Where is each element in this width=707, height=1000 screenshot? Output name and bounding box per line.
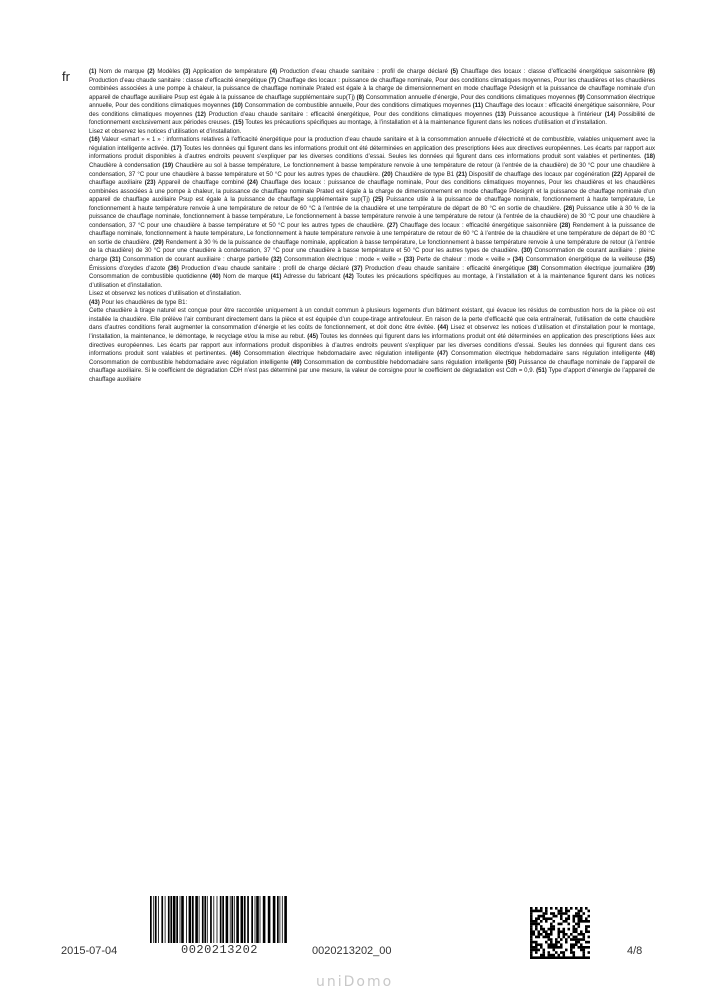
footer-date: 2015-07-04 bbox=[61, 945, 118, 957]
item-number: (33) bbox=[403, 257, 415, 264]
item-number: (7) bbox=[268, 77, 277, 84]
item-number: (46) bbox=[230, 351, 241, 358]
item-number: (42) bbox=[343, 274, 354, 281]
item-number: (51) bbox=[536, 368, 547, 375]
datamatrix-code-icon bbox=[530, 907, 590, 959]
paragraph bbox=[89, 307, 655, 384]
item-text: Pour les chaudières de type B1: bbox=[99, 299, 188, 306]
item-number: (5) bbox=[450, 69, 458, 75]
item-text: Rendement à la puissance de chauffage nominale, fonctionnement à haute température, Le fonctionnement à haute température renvoie à une température de retour de 60 °C à l’entrée de la chaudière et une température de départ de 80 °C en sortie de chaudière. bbox=[89, 222, 656, 246]
item-text: Production d’eau chaude sanitaire : profil de charge déclaré bbox=[178, 265, 352, 272]
item-text: Consommation de courant auxiliaire : pleine charge bbox=[89, 248, 655, 264]
item-number: (10) bbox=[232, 103, 243, 110]
item-number: (50) bbox=[505, 359, 517, 366]
item-number: (17) bbox=[170, 145, 182, 152]
item-text: Production d’eau chaude sanitaire : classe d’efficacité énergétique bbox=[89, 77, 269, 84]
item-text: Consommation annuelle d’énergie, Pour des conditions climatiques moyennes bbox=[364, 94, 578, 101]
item-text: Nom de marque bbox=[220, 274, 271, 281]
item-text: Dispositif de chauffage des locaux par cogénération bbox=[466, 171, 612, 178]
item-number: (4) bbox=[269, 69, 278, 75]
item-number: (20) bbox=[381, 171, 393, 178]
item-number: (3) bbox=[182, 69, 191, 75]
item-text: Cette chaudière à tirage naturel est conçue pour être raccordée uniquement à un conduit commun à plusieurs logements d’un bâtiment existant, qui évacue les résidus de combustion hors de la pièce où est installée la chaudière. Elle prélève l’air comburant directement dans la pièce et est équipée d’un coupe-tirage antirefouleur. En raison de la perte d’efficacité que cela entraînerait, l’utilisation de cette chaudière dans d’autres conditions ferait augmenter la consommation d’énergie et les coûts de fonctionnement, et doit donc être évitée. bbox=[89, 308, 655, 332]
item-number: (22) bbox=[611, 171, 623, 178]
item-number: (2) bbox=[147, 69, 155, 75]
item-number: (16) bbox=[89, 137, 100, 144]
item-number: (29) bbox=[152, 239, 164, 246]
item-number: (12) bbox=[195, 111, 206, 118]
item-text: Production d’eau chaude sanitaire : efficacité énergétique bbox=[362, 265, 528, 272]
item-text: Production d’eau chaude sanitaire : profil de charge déclaré bbox=[277, 69, 451, 75]
paragraph bbox=[89, 68, 655, 128]
item-text: Production d’eau chaude sanitaire : efficacité énergétique, Pour des conditions climatiques moyennes bbox=[205, 111, 496, 118]
item-text: Puissance acoustique à l’intérieur bbox=[505, 111, 605, 118]
item-number: (30) bbox=[521, 248, 533, 255]
item-text: Modèles bbox=[154, 69, 183, 75]
item-text: Consommation électrique hebdomadaire sans régulation intelligente bbox=[447, 351, 645, 358]
item-number: (15) bbox=[232, 120, 244, 127]
item-text: Application de température bbox=[190, 69, 270, 75]
item-text: Appareil de chauffage combiné bbox=[155, 180, 248, 187]
item-number: (13) bbox=[495, 111, 506, 118]
page-number: 4/8 bbox=[627, 945, 643, 957]
item-text: Chauffage des locaux : efficacité énergétique saisonnière, Pour des conditions climatiques moyennes bbox=[89, 103, 655, 118]
item-text: Toutes les données qui figurent dans les informations produit ont été déterminées en application des prescriptions liées aux directives européennes. Les écarts par rapport aux informations produit disponibles à d’autres endroits peuvent s’expliquer par les diverses conditions d’essai. Seules les données qui figurent dans ces informations produit sont valables et pertinentes. bbox=[89, 145, 655, 161]
item-number: (40) bbox=[209, 274, 221, 281]
item-text: Lisez et observez les notices d’utilisation et d’installation. bbox=[89, 128, 242, 135]
item-number: (1) bbox=[89, 69, 97, 75]
item-number: (21) bbox=[456, 171, 467, 178]
item-text: Consommation de combustible quotidienne bbox=[89, 274, 210, 281]
item-text: Chauffage des locaux : puissance de chauffage nominale, Pour des conditions climatiques moyennes, Pour les chaudières et les chaudières combinées associées à une pompe à chaleur, la puissance de chauffage nominale Prated est égale à la charge de dimensionnement en mode chauffage Pdesignh et la puissance de chauffage nominale d’un appareil de chauffage auxiliaire Psup est égale à la puissance de chauffage supplémentaire sup(Tj) bbox=[89, 77, 655, 101]
item-number: (34) bbox=[512, 257, 524, 264]
item-text: Possibilité de fonctionnement exclusivement aux périodes creuses. bbox=[89, 111, 655, 127]
document-reference: 0020213202_00 bbox=[312, 945, 392, 957]
item-text: Chaudière à condensation bbox=[89, 163, 163, 170]
item-text: Consommation de courant auxiliaire : charge partielle bbox=[120, 257, 271, 264]
item-number: (27) bbox=[386, 222, 398, 229]
item-number: (18) bbox=[644, 154, 655, 161]
item-text: Toutes les précautions spécifiques au montage, à l’installation et à la maintenance figurent dans les notices d’utilisation et d’installation. bbox=[89, 274, 655, 289]
item-text: Lisez et observez les notices d’utilisation et d’installation pour le montage, l’installation, la maintenance, le démontage, le recyclage et/ou la mise au rebut. bbox=[89, 325, 655, 340]
item-text: Rendement à 30 % de la puissance de chauffage nominale, application à basse température, Le fonctionnement à basse température renvoie à une température de retour (à l’entrée de la chaudière) de 30 °C pour une chaudière à condensation, 37 °C pour une chaudière à basse température et 50 °C pour les autres types de chaudière. bbox=[89, 239, 655, 255]
item-text: Consommation énergétique de la veilleuse bbox=[523, 257, 645, 264]
item-text: Valeur «smart » « 1 » : informations relatives à l’efficacité énergétique pour la production d’eau chaude sanitaire et à la consommation annuelle d’électricité et de combustible, valables uniquement avec la régulation intelligente activée. bbox=[89, 137, 655, 152]
barcode-icon bbox=[150, 896, 287, 943]
item-number: (14) bbox=[604, 111, 616, 118]
item-text: Consommation de combustible hebdomadaire avec régulation intelligente bbox=[89, 359, 291, 366]
paragraph bbox=[89, 128, 655, 137]
document-body bbox=[89, 68, 655, 384]
item-text: Lisez et observez les notices d’utilisation et d’installation. bbox=[89, 291, 242, 298]
item-text: Chaudière au sol à basse température, Le fonctionnement à basse température renvoie à une température de retour (à l’entrée de la chaudière) de 30 °C pour une chaudière à condensation, 37 °C pour une chaudière à basse température et 50 °C pour les autres types de chaudière. bbox=[89, 163, 655, 178]
item-text: Consommation électrique hebdomadaire avec régulation intelligente bbox=[240, 351, 438, 358]
item-text: Perte de chaleur : mode « veille » bbox=[414, 257, 513, 264]
item-text: Chauffage des locaux : puissance de chauffage nominale, Pour des conditions climatiques moyennes, Pour les chaudières et les chaudières combinées associées à une pompe à chaleur, la puissance de chauffage nominale Prated est égale à la charge de dimensionnement en mode chauffage Pdesignh et la puissance de chauffage nominale d’un appareil de chauffage auxiliaire Psup est égale à la puissance de chauffage supplémentaire sup(Tj) bbox=[89, 180, 655, 204]
item-text: Consommation de combustible hebdomadaire sans régulation intelligente bbox=[301, 359, 506, 366]
item-text: Consommation électrique : mode « veille » bbox=[281, 257, 404, 264]
barcode-number: 0020213202 bbox=[181, 943, 259, 957]
item-text: Puissance utile à la puissance de chauffage nominale, fonctionnement à haute température, Le fonctionnement à haute température renvoie à une température de retour de 60 °C à l’entrée de la chaudière et une température de départ de 80 °C en sortie de chaudière. bbox=[89, 197, 655, 212]
item-number: (31) bbox=[109, 257, 121, 264]
paragraph bbox=[89, 290, 655, 299]
watermark: uniDomo bbox=[316, 974, 394, 990]
item-number: (48) bbox=[644, 351, 655, 358]
item-number: (49) bbox=[290, 359, 302, 366]
item-text: Consommation électrique annuelle, Pour des conditions climatiques moyennes bbox=[89, 94, 656, 110]
item-text: Puissance de chauffage nominale de l’appareil de chauffage auxiliaire. Si le coefficient de dégradation CDH n’est pas déterminé par une mesure, la valeur de consigne pour le coefficient de dégradation est Cdh = 0,9. bbox=[89, 359, 655, 375]
item-text: Toutes les précautions spécifiques au montage, à l’installation et à la maintenance figurent dans les notices d’utilisation et d’installation. bbox=[243, 120, 607, 127]
item-number: (39) bbox=[644, 265, 655, 272]
item-number: (47) bbox=[437, 351, 448, 358]
item-number: (41) bbox=[270, 274, 282, 281]
item-text: Toutes les données qui figurent dans les informations produit ont été déterminées en application des prescriptions liées aux directives européennes. Les écarts par rapport aux informations produit disponibles à d’autres endroits peuvent s’expliquer par les diverses conditions d’essai. Seules les données qui figurent dans ces informations produit sont valables et pertinentes. bbox=[89, 333, 655, 358]
item-number: (24) bbox=[247, 180, 258, 187]
item-text: Appareil de chauffage auxiliaire bbox=[89, 171, 655, 187]
item-text: Type d’apport d’énergie de l’appareil de chauffage auxiliaire bbox=[89, 368, 655, 383]
paragraph bbox=[89, 299, 655, 308]
item-number: (8) bbox=[356, 94, 365, 101]
item-text: Émissions d’oxydes d’azote bbox=[89, 265, 168, 272]
language-code: fr bbox=[62, 69, 70, 84]
item-number: (26) bbox=[563, 205, 575, 212]
item-text: Chauffage des locaux : efficacité énergétique saisonnière bbox=[397, 222, 560, 229]
item-number: (6) bbox=[647, 69, 656, 75]
item-text: Consommation de combustible annuelle, Pour des conditions climatiques moyennes bbox=[242, 103, 473, 110]
item-number: (35) bbox=[644, 257, 655, 264]
item-number: (19) bbox=[162, 163, 174, 170]
item-number: (32) bbox=[270, 257, 282, 264]
item-text: Nom de marque bbox=[96, 69, 148, 75]
item-number: (37) bbox=[351, 265, 363, 272]
paragraph bbox=[89, 136, 655, 290]
item-number: (43) bbox=[89, 299, 100, 306]
item-text: Consommation électrique journalière bbox=[538, 265, 645, 272]
item-number: (45) bbox=[307, 333, 318, 340]
item-number: (23) bbox=[144, 180, 156, 187]
item-number: (44) bbox=[437, 325, 449, 332]
item-text: Chaudière de type B1 bbox=[392, 171, 457, 178]
item-number: (28) bbox=[559, 222, 571, 229]
item-text: Puissance utile à 30 % de la puissance de chauffage nominale, fonctionnement à basse température, Le fonctionnement à basse température renvoie à une température de retour (à l’entrée de la chaudière) de 30 °C pour une chaudière à condensation, 37 °C pour une chaudière à basse température et 50 °C pour les autres types de chaudière. bbox=[89, 205, 656, 229]
item-text: Chauffage des locaux : classe d’efficacité énergétique saisonnière bbox=[457, 69, 648, 75]
item-number: (25) bbox=[372, 197, 384, 204]
item-number: (36) bbox=[167, 265, 179, 272]
item-number: (9) bbox=[577, 94, 585, 101]
item-text: Adresse du fabricant bbox=[281, 274, 344, 281]
item-number: (38) bbox=[527, 265, 539, 272]
item-number: (11) bbox=[472, 103, 484, 110]
